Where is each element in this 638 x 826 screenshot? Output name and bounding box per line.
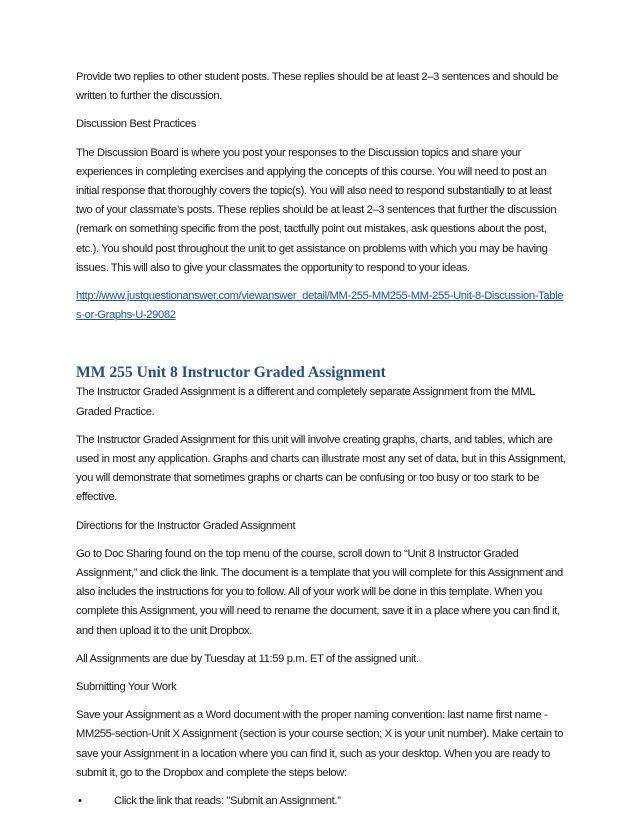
submitting-title: Submitting Your Work xyxy=(76,681,177,694)
directions-title: Directions for the Instructor Graded Assignment xyxy=(76,519,296,532)
submitting-paragraph: Save your Assignment as a Word document with the proper naming convention: last name first name - MM255-section-Unit X Assignment (section is your course section; X is your unit number). Make certain to save your Assignment in a location where you can find it, such as your desktop. When you are ready to submit it, go to the Dropbox and complete the steps below: xyxy=(76,709,564,779)
bullet-icon: • xyxy=(78,795,82,808)
best-practices-paragraph: The Discussion Board is where you post your responses to the Discussion topics and share your experiences in completing exercises and applying the concepts of this course. You will need to post an initial response that thoroughly covers the topic(s). You will also need to respond substantially to at least two of your classmate’s posts. These replies should be at least 2–3 sentences that further the discussion (remark on something specific from the post, tactfully point out mistakes, ask questions about the post, etc.). You should post throughout the unit to get assistance on problems with which you may be having issues. This will also to give your classmates the opportunity to respond to your ideas. xyxy=(76,146,557,274)
graphs-charts-paragraph: The Instructor Graded Assignment for this unit will involve creating graphs, charts, and tables, which are used in most any application. Graphs and charts can illustrate most any set of data, but in this Assignment, you will demonstrate that sometimes graphs or charts can be confusing or too busy or too stark to be effective. xyxy=(76,433,566,504)
due-date-paragraph: All Assignments are due by Tuesday at 11:59 p.m. ET of the assigned unit. xyxy=(76,652,419,665)
best-practices-title: Discussion Best Practices xyxy=(76,118,196,131)
answer-link[interactable]: http://www.justquestionanswer.com/viewanswer_detail/MM-255-MM255-MM-255-Unit-8-Discussion-Tables-or-Graphs-U-29082 xyxy=(76,290,564,322)
section-heading: MM 255 Unit 8 Instructor Graded Assignment xyxy=(76,364,386,382)
graded-assignment-paragraph: The Instructor Graded Assignment is a different and completely separate Assignment from the MML Graded Practice. xyxy=(76,386,535,418)
intro-paragraph: Provide two replies to other student posts. These replies should be at least 2–3 sentences and should be written to further the discussion. xyxy=(76,71,559,103)
list-item xyxy=(76,792,568,811)
directions-paragraph: Go to Doc Sharing found on the top menu of the course, scroll down to “Unit 8 Instructor Graded Assignment,” and click the link. The document is a template that you will complete for this Assignment and also includes the instructions for you to follow. All of your work will be done in this template. When you complete this Assignment, you will need to rename the document, save it in a place where you can find it, and then upload it to the unit Dropbox. xyxy=(76,547,563,637)
document-page xyxy=(76,68,568,811)
list-item-text: Click the link that reads: "Submit an Assignment.” xyxy=(114,795,341,808)
